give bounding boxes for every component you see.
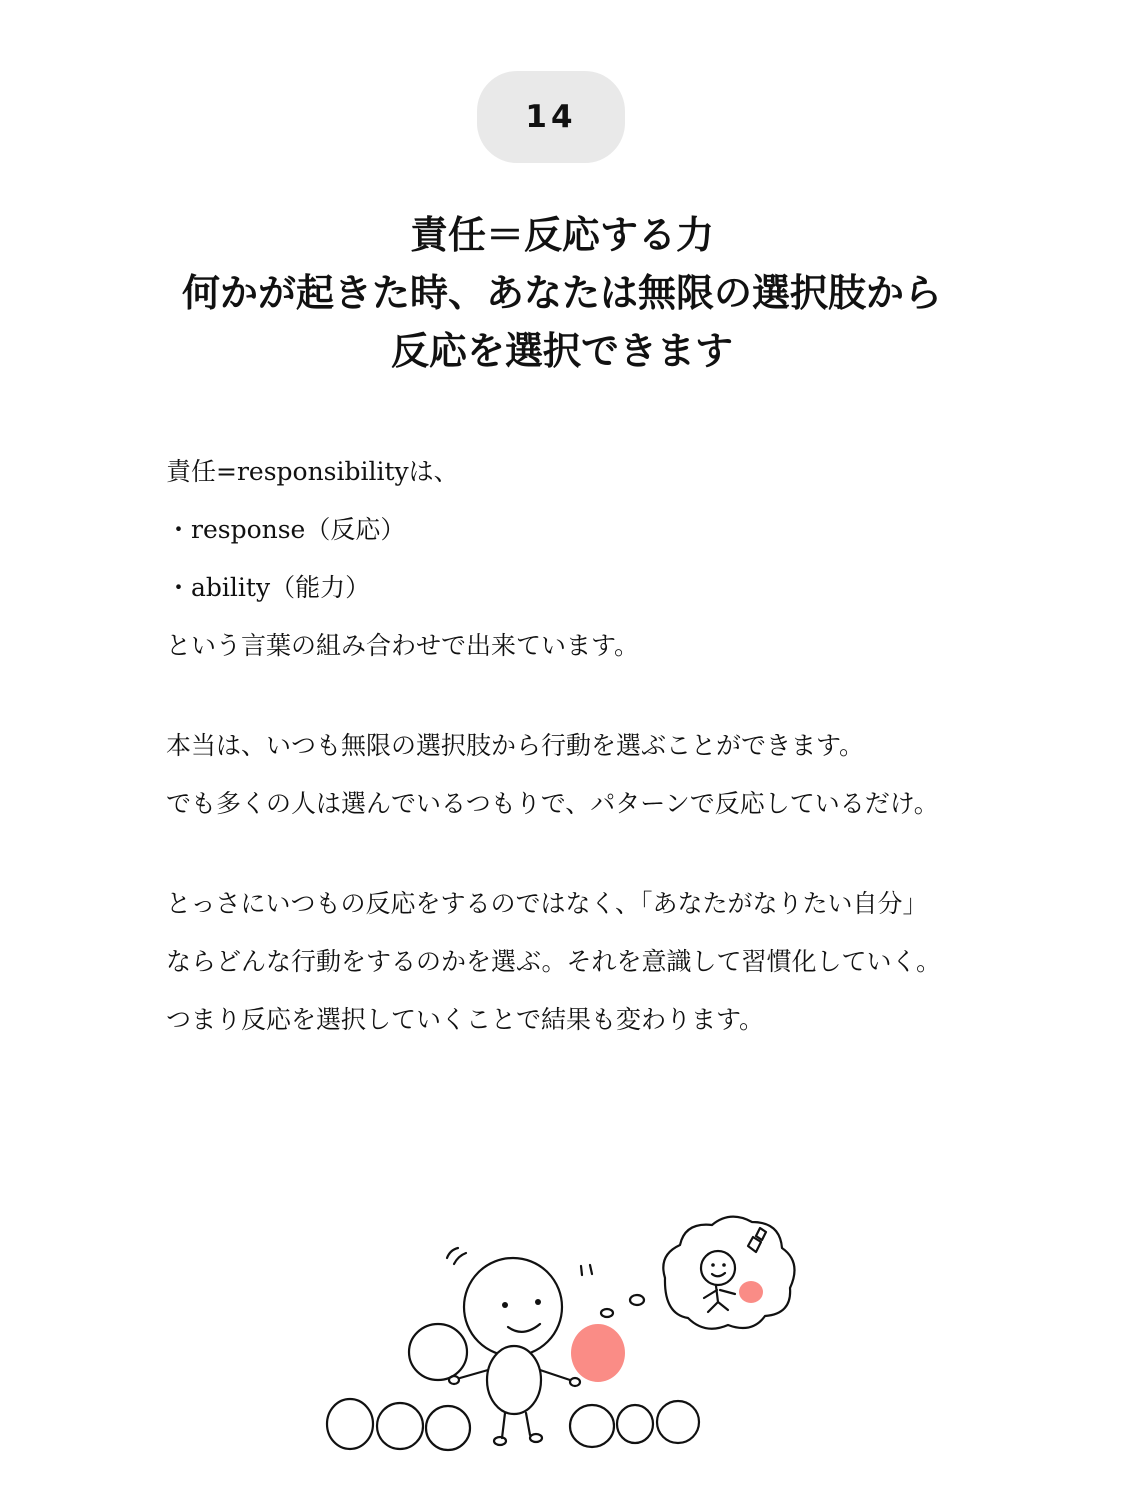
body-line: ・response（反応）	[166, 515, 406, 544]
stick-figure-choosing-ball-icon	[320, 1210, 810, 1460]
body-line: 本当は、いつも無限の選択肢から行動を選ぶことができます。	[166, 731, 865, 760]
page-number-badge: 14	[477, 71, 625, 163]
body-line: という言葉の組み合わせで出来ています。	[166, 631, 640, 660]
body-line: とっさにいつもの反応をするのではなく、「あなたがなりたい自分」	[166, 889, 928, 918]
body-line: でも多くの人は選んでいるつもりで、パターンで反応しているだけ。	[166, 789, 939, 818]
body-line: ならどんな行動をするのかを選ぶ。それを意識して習慣化していく。	[166, 947, 942, 976]
page-title-line-1: 責任＝反応する力	[409, 213, 714, 257]
body-line: 責任=responsibilityは、	[166, 457, 459, 486]
page-title-line-3: 反応を選択できます	[390, 329, 733, 373]
page-title-line-2: 何かが起きた時、あなたは無限の選択肢から	[181, 271, 942, 315]
body-line: つまり反応を選択していくことで結果も変わります。	[166, 1005, 765, 1034]
body-line: ・ability（能力）	[166, 573, 371, 602]
